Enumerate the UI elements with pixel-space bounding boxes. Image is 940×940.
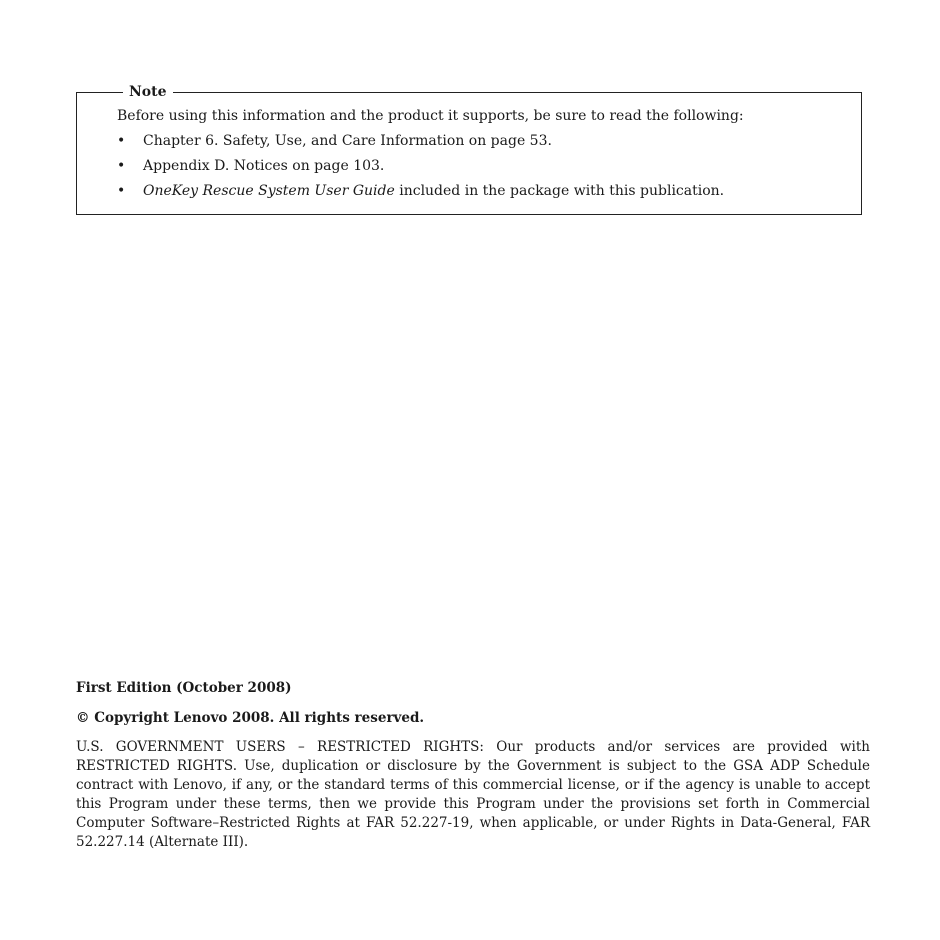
guide-title: OneKey Rescue System User Guide (143, 183, 395, 199)
list-item-text: Appendix D. Notices on page 103. (143, 158, 385, 174)
bullet: • (117, 158, 126, 174)
note-intro: Before using this information and the product it supports, be sure to read the following: (117, 108, 744, 124)
list-item (117, 181, 724, 206)
list-item (117, 156, 724, 181)
edition-heading: First Edition (October 2008) (76, 680, 292, 696)
list-item-text: included in the package with this publication. (394, 183, 725, 199)
note-label: Note (123, 83, 173, 101)
copyright-heading: © Copyright Lenovo 2008. All rights reserved. (76, 710, 425, 726)
bullet: • (117, 183, 126, 199)
list-item (117, 131, 724, 156)
list-item-text: Chapter 6. Safety, Use, and Care Information on page 53. (143, 133, 552, 149)
note-list (117, 131, 724, 206)
note-box (76, 84, 862, 215)
rights-notice: U.S. GOVERNMENT USERS – RESTRICTED RIGHTS: Our products and/or services are provided with RESTRICTED RIGHTS. Use, duplication or disclosure by the Government is subject to the GSA ADP Schedule contract with Lenovo, if any, or the standard terms of this commercial license, or if the agency is unable to accept this Program under these terms, then we provide this Program under the provisions set forth in Commercial Computer Software–Restricted Rights at FAR 52.227-19, when applicable, or under Rights in Data-General, FAR 52.227.14 (Alternate III). (76, 739, 870, 850)
bullet: • (117, 133, 126, 149)
